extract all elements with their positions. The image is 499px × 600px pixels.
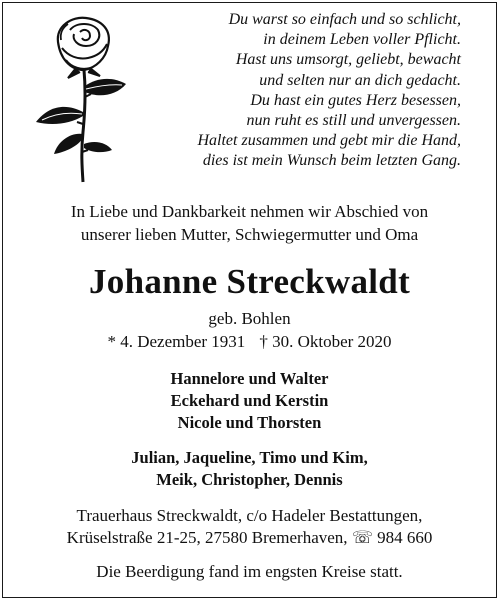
mourners-children bbox=[0, 368, 499, 434]
poem-line: Du hast ein gutes Herz besessen, bbox=[250, 91, 461, 109]
funeral-note: Die Beerdigung fand im engsten Kreise statt. bbox=[96, 562, 403, 581]
mourner-line: Hannelore und Walter bbox=[170, 369, 329, 388]
memorial-poem bbox=[131, 10, 461, 172]
poem-line: und selten nur an dich gedacht. bbox=[259, 71, 461, 89]
mourner-line: Nicole und Thorsten bbox=[177, 413, 322, 432]
mourner-line: Eckehard und Kerstin bbox=[170, 391, 329, 410]
birth-date: * 4. Dezember 1931 bbox=[107, 332, 246, 351]
funeral-home-address-line bbox=[0, 527, 499, 549]
poem-line: in deinem Leben voller Pflicht. bbox=[263, 31, 461, 49]
poem-line: nun ruht es still und unvergessen. bbox=[246, 112, 461, 130]
poem-line: Hast uns umsorgt, geliebt, bewacht bbox=[235, 51, 461, 69]
mourner-line: Meik, Christopher, Dennis bbox=[156, 470, 343, 489]
birth-name: geb. Bohlen bbox=[208, 309, 291, 328]
mourner-line: Julian, Jaqueline, Timo und Kim, bbox=[131, 448, 368, 467]
telephone-icon: ☏ bbox=[351, 528, 374, 547]
life-dates bbox=[0, 332, 499, 352]
intro-line: unserer lieben Mutter, Schwiegermutter und Oma bbox=[80, 225, 419, 244]
funeral-home-address: Krüselstraße 21-25, 27580 Bremerhaven, bbox=[66, 528, 348, 547]
rose-icon bbox=[28, 12, 140, 184]
farewell-intro bbox=[0, 200, 499, 246]
mourners-grandchildren bbox=[0, 447, 499, 491]
intro-line: In Liebe und Dankbarkeit nehmen wir Abschied von bbox=[70, 202, 429, 221]
poem-line: dies ist mein Wunsch beim letzten Gang. bbox=[202, 152, 461, 170]
funeral-home-line: Trauerhaus Streckwaldt, c/o Hadeler Bestattungen, bbox=[76, 506, 423, 525]
deceased-name: Johanne Streckwaldt bbox=[88, 262, 411, 301]
funeral-home-phone: 984 660 bbox=[377, 528, 433, 547]
death-date: † 30. Oktober 2020 bbox=[259, 332, 392, 351]
poem-line: Du warst so einfach und so schlicht, bbox=[228, 11, 461, 28]
funeral-home-contact bbox=[0, 505, 499, 549]
poem-line: Haltet zusammen und gebt mir die Hand, bbox=[197, 132, 461, 150]
